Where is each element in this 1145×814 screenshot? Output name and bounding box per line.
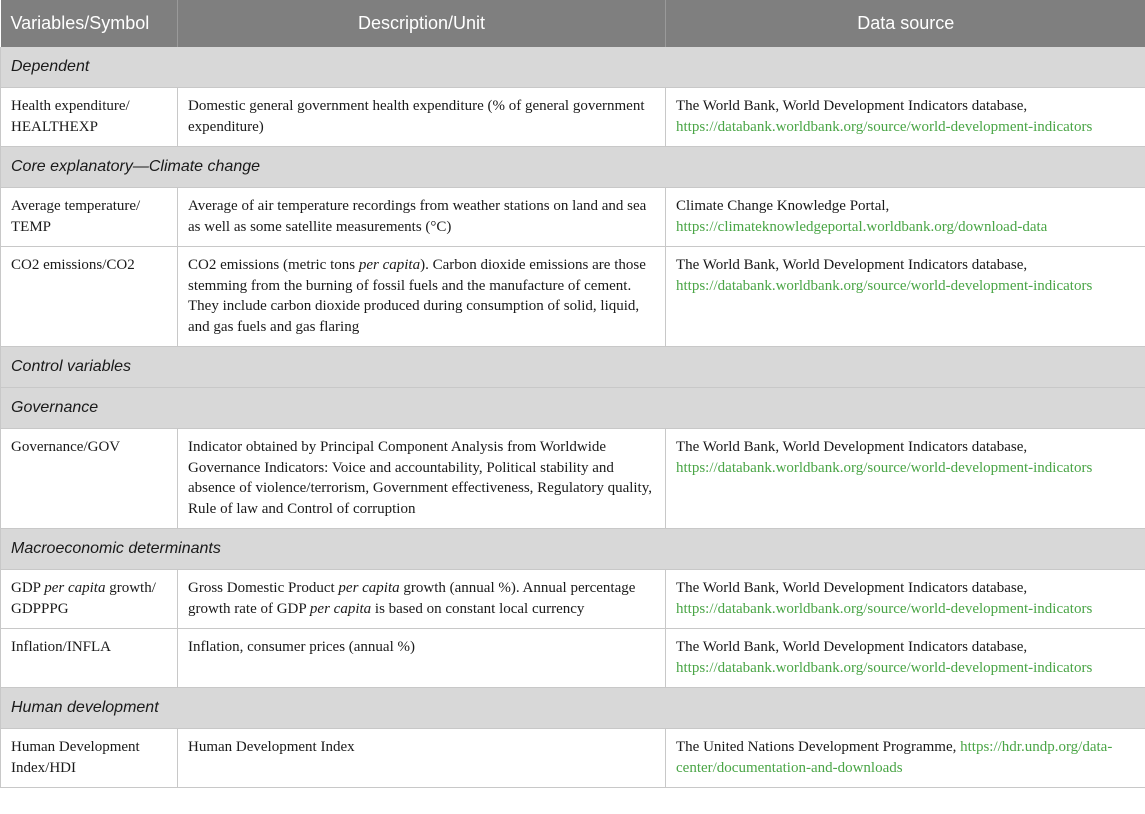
source-cell	[666, 188, 1145, 247]
desc-italic: per capita	[309, 600, 372, 617]
section-control-variables: Control variables	[1, 347, 1145, 388]
symbol-cell: Average temperature/ TEMP	[1, 188, 178, 247]
symbol-cell: Governance/GOV	[1, 429, 178, 529]
source-link[interactable]: https://databank.worldbank.org/source/world-development-indicators	[676, 600, 1093, 617]
table-row	[1, 247, 1145, 347]
description-cell	[178, 570, 666, 629]
symbol-cell	[1, 570, 178, 629]
table-row	[1, 188, 1145, 247]
source-link[interactable]: https://climateknowledgeportal.worldbank.org/download-data	[676, 218, 1048, 235]
table-row	[1, 629, 1145, 688]
desc-part: Gross Domestic Product	[188, 580, 339, 596]
section-dependent: Dependent	[1, 47, 1145, 88]
desc-part: is based on constant local currency	[371, 600, 585, 617]
header-variables-symbol: Variables/Symbol	[1, 0, 178, 47]
source-cell	[666, 729, 1145, 788]
source-text: The World Bank, World Development Indicators database,	[676, 639, 1028, 655]
section-row	[1, 688, 1145, 729]
source-text: The United Nations Development Programme,	[676, 739, 961, 755]
table-row	[1, 429, 1145, 529]
sym-part: GDP	[11, 580, 45, 596]
source-text: The World Bank, World Development Indicators database,	[676, 439, 1028, 455]
table-row	[1, 729, 1145, 788]
symbol-cell: Health expenditure/ HEALTHEXP	[1, 88, 178, 147]
header-data-source: Data source	[666, 0, 1145, 47]
section-row	[1, 388, 1145, 429]
source-text: The World Bank, World Development Indicators database,	[676, 580, 1028, 596]
description-cell	[178, 247, 666, 347]
source-cell	[666, 570, 1145, 629]
symbol-cell: Human Development Index/HDI	[1, 729, 178, 788]
source-cell	[666, 629, 1145, 688]
source-cell	[666, 88, 1145, 147]
desc-part: CO2 emissions (metric tons	[188, 257, 359, 273]
section-governance: Governance	[1, 388, 1145, 429]
section-row	[1, 47, 1145, 88]
header-row	[1, 0, 1145, 47]
source-link[interactable]: https://databank.worldbank.org/source/world-development-indicators	[676, 118, 1093, 135]
sym-part: growth/ GDPPPG	[11, 580, 156, 617]
section-row	[1, 147, 1145, 188]
header-description-unit: Description/Unit	[178, 0, 666, 47]
source-text: The World Bank, World Development Indicators database,	[676, 98, 1028, 114]
source-link[interactable]: https://databank.worldbank.org/source/world-development-indicators	[676, 659, 1093, 676]
description-cell: Inflation, consumer prices (annual %)	[178, 629, 666, 688]
description-cell: Human Development Index	[178, 729, 666, 788]
section-human-development: Human development	[1, 688, 1145, 729]
description-cell: Average of air temperature recordings from weather stations on land and sea as well as some satellite measurements (°C)	[178, 188, 666, 247]
section-macroeconomic: Macroeconomic determinants	[1, 529, 1145, 570]
section-row	[1, 529, 1145, 570]
desc-part: growth (annual %). Annual percentage growth rate of GDP	[188, 580, 636, 617]
desc-italic: per capita	[338, 580, 400, 596]
description-cell: Domestic general government health expenditure (% of general government expenditure)	[178, 88, 666, 147]
source-link[interactable]: https://databank.worldbank.org/source/world-development-indicators	[676, 277, 1093, 294]
description-cell: Indicator obtained by Principal Component Analysis from Worldwide Governance Indicators: Voice and accountability, Political stability and absence of violence/terrorism, Government effectiveness, Regulatory quality, Rule of law and Control of corruption	[178, 429, 666, 529]
source-text: Climate Change Knowledge Portal,	[676, 198, 890, 214]
source-link[interactable]: https://hdr.undp.org/data-center/documentation-and-downloads	[676, 739, 1113, 776]
symbol-cell: CO2 emissions/CO2	[1, 247, 178, 347]
symbol-cell: Inflation/INFLA	[1, 629, 178, 688]
source-link[interactable]: https://databank.worldbank.org/source/world-development-indicators	[676, 459, 1093, 476]
sym-italic: per capita	[44, 580, 106, 596]
source-cell	[666, 429, 1145, 529]
source-text: The World Bank, World Development Indicators database,	[676, 257, 1028, 273]
table-row	[1, 88, 1145, 147]
table-row	[1, 570, 1145, 629]
section-row	[1, 347, 1145, 388]
section-core-explanatory: Core explanatory—Climate change	[1, 147, 1145, 188]
source-cell	[666, 247, 1145, 347]
desc-part: ). Carbon dioxide emissions are those stemming from the burning of fossil fuels and the manufacture of cement. They include carbon dioxide produced during consumption of solid, liquid, and gas fuels and gas flaring	[188, 257, 646, 335]
desc-italic: per capita	[358, 257, 421, 273]
